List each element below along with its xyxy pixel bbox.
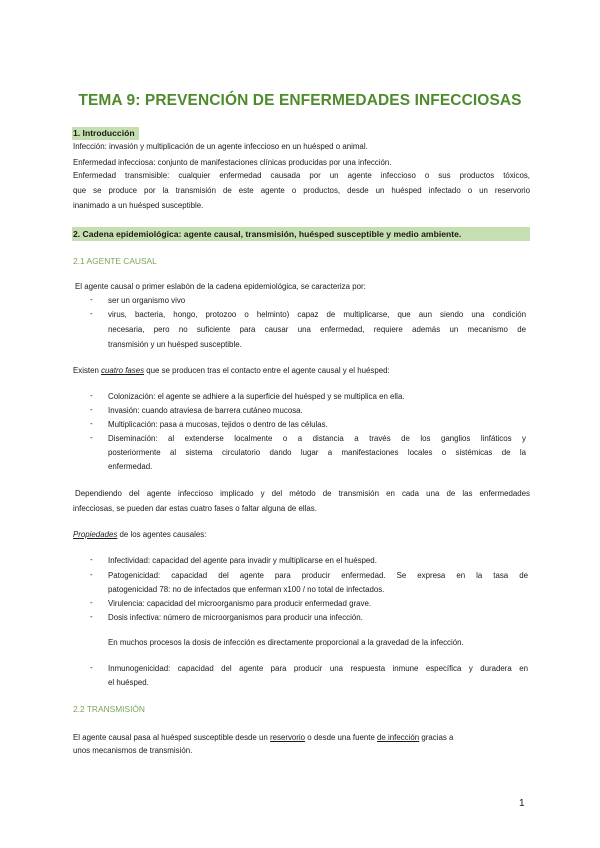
list-item: Inmunogenicidad: capacidad del agente para producir una respuesta inmune específica y duradera en	[108, 664, 528, 673]
section-heading-cadena-epidemiologica: 2. Cadena epidemiológica: agente causal, transmisión, huésped susceptible y medio ambiente.	[73, 229, 462, 239]
paragraph-dependiendo: infecciosas, se pueden dar estas cuatro fases o faltar alguna de ellas.	[73, 504, 317, 513]
list-item: Colonización: el agente se adhiere a la superficie del huésped y se multiplica en ella.	[108, 392, 405, 401]
subsection-heading-agente-causal: 2.1 AGENTE CAUSAL	[73, 256, 157, 266]
list-item: transmisión y un huésped susceptible.	[108, 340, 242, 349]
list-item: posteriormente al sistema circulatorio dando lugar a manifestaciones locales o sistémicas de la	[108, 448, 526, 457]
list-bullet: -	[90, 570, 93, 579]
emphasis-reservorio: reservorio	[269, 733, 306, 742]
definition-infeccion: Infección: invasión y multiplicación de un agente infeccioso en un huésped o animal.	[73, 142, 368, 151]
list-bullet: -	[90, 663, 93, 672]
emphasis-fuente-infeccion: de infección	[377, 733, 420, 742]
subsection-heading-transmision: 2.2 TRANSMISIÓN	[73, 704, 145, 714]
paragraph-dependiendo: Dependiendo del agente infeccioso implicado y del método de transmisión en cada una de las enfermedades	[75, 489, 530, 498]
list-item: Virulencia: capacidad del microorganismo para producir enfermedad grave.	[108, 599, 372, 608]
list-bullet: -	[90, 598, 93, 607]
section-heading-introduccion: 1. Introducción	[73, 128, 135, 138]
list-bullet: -	[90, 309, 93, 318]
page-number: 1	[519, 798, 525, 809]
list-bullet: -	[90, 612, 93, 621]
list-item: Invasión: cuando atraviesa de barrera cutáneo mucosa.	[108, 406, 303, 415]
paragraph-fases: Existen cuatro fases que se producen tras el contacto entre el agente causal y el huésped:	[73, 366, 390, 375]
list-bullet: -	[90, 391, 93, 400]
definition-enfermedad-infecciosa: Enfermedad infecciosa: conjunto de manifestaciones clínicas producidas por una infección.	[73, 158, 392, 167]
page-title: TEMA 9: PREVENCIÓN DE ENFERMEDADES INFECCIOSAS	[78, 92, 522, 109]
list-item: enfermedad.	[108, 462, 153, 471]
list-item: Dosis infectiva: número de microorganismos para producir una infección.	[108, 613, 363, 622]
definition-enfermedad-transmisible-line: Enfermedad transmisible: cualquier enfermedad causada por un agente infeccioso o sus productos tóxicos,	[73, 171, 530, 180]
list-item-note: En muchos procesos la dosis de infección es directamente proporcional a la gravedad de la infección.	[108, 638, 464, 647]
emphasis-propiedades: Propiedades	[73, 530, 118, 539]
list-bullet: -	[90, 405, 93, 414]
list-bullet: -	[90, 555, 93, 564]
list-item: necesaria, pero no suficiente para causar una enfermedad, requiere además un mecanismo de	[108, 325, 526, 334]
list-item: Diseminación: al extenderse localmente o a distancia a través de los ganglios linfáticos y	[108, 434, 526, 443]
paragraph-propiedades: Propiedades de los agentes causales:	[73, 530, 207, 539]
paragraph-transmision: unos mecanismos de transmisión.	[73, 746, 193, 755]
list-bullet: -	[90, 433, 93, 442]
list-item: patogenicidad 78: no de infectados que enferman x100 / no total de infectados.	[108, 585, 385, 594]
list-item: ser un organismo vivo	[108, 296, 186, 305]
list-bullet: -	[90, 419, 93, 428]
definition-enfermedad-transmisible-line: que se produce por la transmisión de este agente o productos, desde un huésped infectado o un reservorio	[73, 186, 530, 195]
definition-enfermedad-transmisible-line: inanimado a un huésped susceptible.	[73, 201, 204, 210]
paragraph-agente-causal-intro: El agente causal o primer eslabón de la cadena epidemiológica, se caracteriza por:	[75, 282, 366, 291]
list-item: virus, bacteria, hongo, protozoo o helminto) capaz de multiplicarse, que aun siendo una condición	[108, 310, 526, 319]
list-item: el huésped.	[108, 678, 149, 687]
list-item: Patogenicidad: capacidad del agente para producir enfermedad. Se expresa en la tasa de	[108, 571, 528, 580]
list-item: Multiplicación: pasa a mucosas, tejidos o dentro de las células.	[108, 420, 328, 429]
emphasis-cuatro-fases: cuatro fases	[101, 366, 145, 375]
list-item: Infectividad: capacidad del agente para invadir y multiplicarse en el huésped.	[108, 556, 377, 565]
list-bullet: -	[90, 295, 93, 304]
paragraph-transmision: El agente causal pasa al huésped susceptible desde un reservorio o desde una fuente de infección gracias a	[73, 733, 454, 742]
